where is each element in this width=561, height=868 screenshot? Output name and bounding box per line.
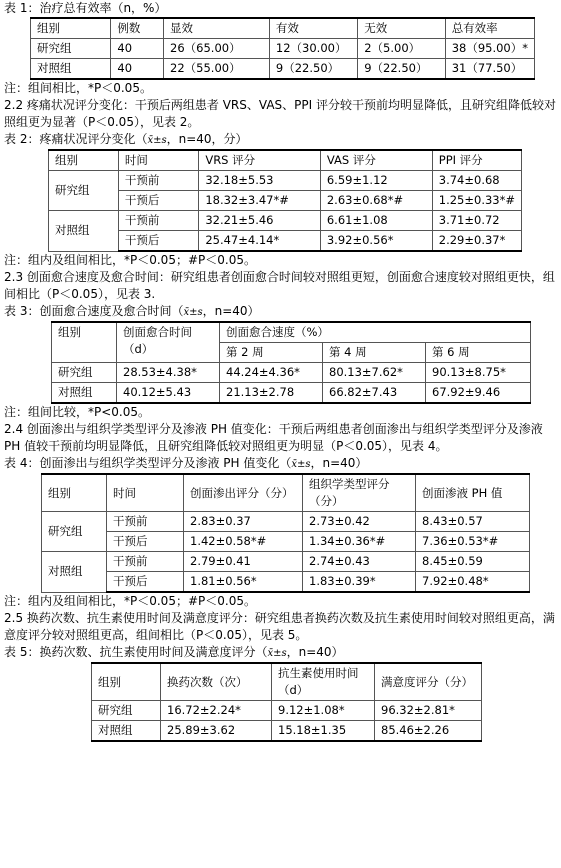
table-cell: 2.29±0.37* — [432, 231, 521, 252]
table-row — [49, 231, 522, 252]
caption-text: ，n=40，分） — [166, 132, 248, 146]
caption-text: 表 3：创面愈合速度及愈合时间（ — [4, 304, 184, 318]
table-cell: 干预后 — [118, 231, 198, 252]
table-row — [92, 701, 482, 721]
table-row — [49, 191, 522, 211]
table-4 — [41, 473, 530, 593]
table-row — [52, 383, 531, 404]
table-cell: 6.61±1.08 — [320, 211, 432, 231]
table-4-header: 创面渗液 PH 值 — [416, 474, 530, 512]
table-2-header: VAS 评分 — [320, 150, 432, 171]
table-2-header: 组别 — [49, 150, 119, 171]
table-3 — [51, 321, 531, 404]
table-1-header: 有效 — [269, 18, 357, 39]
table-3-subheader: 第 6 周 — [426, 343, 531, 363]
table-cell: 干预后 — [107, 532, 184, 552]
table-row — [42, 572, 530, 593]
table-4-header: 时间 — [107, 474, 184, 512]
table-row — [92, 721, 482, 742]
caption-text: 表 2：疼痛状况评分变化（ — [4, 132, 148, 146]
table-group-cell: 研究组 — [42, 512, 107, 552]
table-cell: 32.21±5.46 — [199, 211, 321, 231]
mean-sd-symbol: x̄±s — [147, 135, 167, 146]
caption-text: 表 4：创面渗出与组织学类型评分及渗液 PH 值变化（ — [4, 456, 292, 470]
table-5-caption — [4, 644, 557, 662]
table-cell: 15.18±1.35 — [272, 721, 375, 742]
table-cell: 对照组 — [31, 59, 111, 80]
table-cell: 1.42±0.58*# — [184, 532, 303, 552]
table-4-caption — [4, 455, 557, 473]
table-cell: 研究组 — [52, 363, 117, 383]
table-5 — [91, 662, 482, 742]
table-cell: 1.34±0.36*# — [303, 532, 416, 552]
table-cell: 对照组 — [92, 721, 161, 742]
table-1-header: 总有效率 — [445, 18, 534, 39]
table-cell: 1.81±0.56* — [184, 572, 303, 593]
table-cell: 8.43±0.57 — [416, 512, 530, 532]
table-cell: 25.47±4.14* — [199, 231, 321, 252]
table-5-header: 抗生素使用时间（d） — [272, 663, 375, 701]
table-cell: 2（5.00） — [358, 39, 445, 59]
mean-sd-symbol: x̄±s — [183, 307, 203, 318]
table-2-header-row — [49, 150, 522, 171]
table-cell: 40.12±5.43 — [117, 383, 220, 404]
table-5-header: 组别 — [92, 663, 161, 701]
table-1-header: 例数 — [111, 18, 164, 39]
table-2-header: VRS 评分 — [199, 150, 321, 171]
table-cell: 85.46±2.26 — [375, 721, 482, 742]
table-cell: 21.13±2.78 — [220, 383, 323, 404]
table-cell: 3.74±0.68 — [432, 171, 521, 191]
table-cell: 18.32±3.47*# — [199, 191, 321, 211]
table-row — [42, 532, 530, 552]
table-1-header-row — [31, 18, 535, 39]
table-cell: 干预前 — [107, 512, 184, 532]
table-1-header: 显效 — [164, 18, 270, 39]
caption-text: ，n=40） — [286, 645, 344, 659]
table-cell: 1.83±0.39* — [303, 572, 416, 593]
table-4-header: 组织学类型评分（分） — [303, 474, 416, 512]
table-cell: 干预前 — [118, 211, 198, 231]
table-cell: 8.45±0.59 — [416, 552, 530, 572]
table-2-note: 注：组内及组间相比，*P＜0.05；#P＜0.05。 — [4, 253, 256, 267]
table-cell: 2.73±0.42 — [303, 512, 416, 532]
table-cell: 66.82±7.43 — [323, 383, 426, 404]
table-cell: 12（30.00） — [269, 39, 357, 59]
table-cell: 26（65.00） — [164, 39, 270, 59]
table-row — [49, 211, 522, 231]
table-cell: 44.24±4.36* — [220, 363, 323, 383]
table-row — [42, 512, 530, 532]
table-4-header: 组别 — [42, 474, 107, 512]
table-1-note: 注：组间相比，*P＜0.05。 — [4, 81, 152, 95]
table-4-note: 注：组内及组间相比，*P＜0.05；#P＜0.05。 — [4, 594, 256, 608]
table-2-caption — [4, 131, 557, 149]
table-cell: 1.25±0.33*# — [432, 191, 521, 211]
table-3-caption — [4, 303, 557, 321]
table-3-note: 注：组间比较，*P<0.05。 — [4, 405, 151, 419]
table-row — [52, 363, 531, 383]
caption-text: ，n=40） — [202, 304, 260, 318]
table-cell: 2.63±0.68*# — [320, 191, 432, 211]
table-row — [42, 552, 530, 572]
table-cell: 25.89±3.62 — [161, 721, 272, 742]
table-cell: 干预后 — [107, 572, 184, 593]
table-cell: 28.53±4.38* — [117, 363, 220, 383]
caption-text: 表 5：换药次数、抗生素使用时间及满意度评分（ — [4, 645, 268, 659]
mean-sd-symbol: x̄±s — [291, 459, 311, 470]
table-row — [31, 39, 535, 59]
table-cell: 6.59±1.12 — [320, 171, 432, 191]
table-1 — [30, 17, 535, 80]
table-5-header: 换药次数（次） — [161, 663, 272, 701]
table-cell: 3.92±0.56* — [320, 231, 432, 252]
table-1-header: 组别 — [31, 18, 111, 39]
table-cell: 干预后 — [118, 191, 198, 211]
table-cell: 67.92±9.46 — [426, 383, 531, 404]
section-2-4-paragraph: 2.4 创面渗出与组织学类型评分及渗液 PH 值变化：干预后两组患者创面渗出与组织学类型评分及渗液 PH 值较干预前均明显降低，且研究组降低较对照组更为明显（P＜0.05），见表 4。 — [4, 422, 543, 453]
table-3-header: 创面愈合速度（%） — [220, 322, 531, 343]
table-cell: 干预前 — [107, 552, 184, 572]
table-group-cell: 对照组 — [49, 211, 119, 252]
caption-text: ，n=40） — [310, 456, 368, 470]
table-cell: 7.92±0.48* — [416, 572, 530, 593]
table-cell: 96.32±2.81* — [375, 701, 482, 721]
table-cell: 2.83±0.37 — [184, 512, 303, 532]
table-cell: 3.71±0.72 — [432, 211, 521, 231]
table-3-subheader: 第 2 周 — [220, 343, 323, 363]
table-cell: 16.72±2.24* — [161, 701, 272, 721]
table-cell: 2.74±0.43 — [303, 552, 416, 572]
table-cell: 31（77.50） — [445, 59, 534, 80]
section-2-5-paragraph: 2.5 换药次数、抗生素使用时间及满意度评分：研究组患者换药次数及抗生素使用时间较对照组更高，满意度评分较对照组更高，组间相比（P＜0.05），见表 5。 — [4, 611, 555, 642]
table-2 — [48, 149, 522, 252]
table-cell: 7.36±0.53*# — [416, 532, 530, 552]
table-cell: 80.13±7.62* — [323, 363, 426, 383]
table-5-header: 满意度评分（分） — [375, 663, 482, 701]
table-3-header: 创面愈合时间（d） — [117, 322, 220, 363]
table-cell: 研究组 — [92, 701, 161, 721]
table-cell: 2.79±0.41 — [184, 552, 303, 572]
table-cell: 干预前 — [118, 171, 198, 191]
table-cell: 对照组 — [52, 383, 117, 404]
table-2-header: 时间 — [118, 150, 198, 171]
table-cell: 40 — [111, 39, 164, 59]
table-cell: 9（22.50） — [358, 59, 445, 80]
table-cell: 32.18±5.53 — [199, 171, 321, 191]
table-3-subheader: 第 4 周 — [323, 343, 426, 363]
table-cell: 9.12±1.08* — [272, 701, 375, 721]
table-3-header: 组别 — [52, 322, 117, 363]
table-4-header-row — [42, 474, 530, 512]
section-2-2-paragraph: 2.2 疼痛状况评分变化：干预后两组患者 VRS、VAS、PPI 评分较干预前均明显降低，且研究组降低较对照组更为显著（P＜0.05），见表 2。 — [4, 98, 556, 129]
table-5-header-row — [92, 663, 482, 701]
table-group-cell: 对照组 — [42, 552, 107, 593]
section-2-3-paragraph: 2.3 创面愈合速度及愈合时间：研究组患者创面愈合时间较对照组更短，创面愈合速度较对照组更快，组间相比（P＜0.05），见表 3. — [4, 270, 555, 301]
table-2-header: PPI 评分 — [432, 150, 521, 171]
table-cell: 38（95.00）* — [445, 39, 534, 59]
table-1-header: 无效 — [358, 18, 445, 39]
table-row — [31, 59, 535, 80]
table-group-cell: 研究组 — [49, 171, 119, 211]
table-cell: 研究组 — [31, 39, 111, 59]
table-1-caption: 表 1：治疗总有效率（n，%） — [4, 1, 167, 15]
table-cell: 90.13±8.75* — [426, 363, 531, 383]
table-cell: 40 — [111, 59, 164, 80]
table-cell: 9（22.50） — [269, 59, 357, 80]
table-row — [49, 171, 522, 191]
table-4-header: 创面渗出评分（分） — [184, 474, 303, 512]
mean-sd-symbol: x̄±s — [267, 648, 287, 659]
table-cell: 22（55.00） — [164, 59, 270, 80]
table-3-header-row — [52, 322, 531, 343]
